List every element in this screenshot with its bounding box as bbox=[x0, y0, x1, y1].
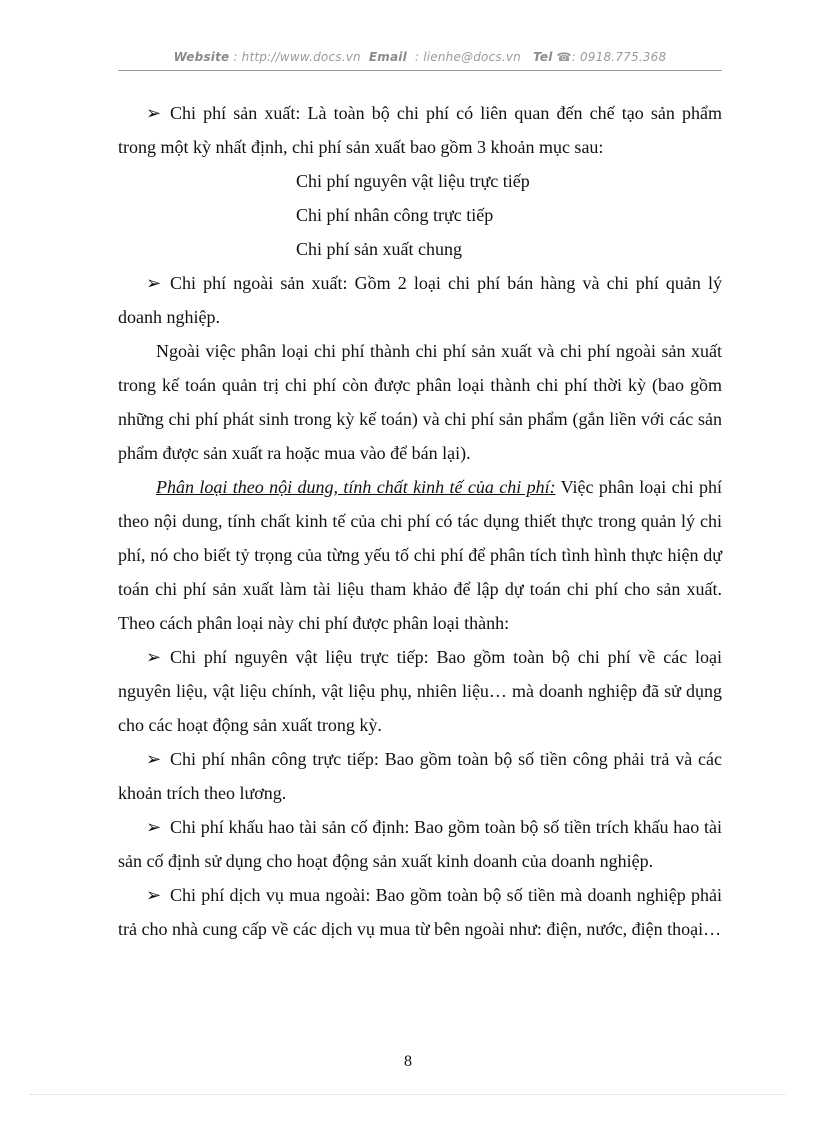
paragraph-text: Chi phí ngoài sản xuất: Gồm 2 loại chi phí bán hàng và chi phí quản lý doanh nghiệp. bbox=[118, 273, 722, 327]
paragraph-text: Chi phí dịch vụ mua ngoài: Bao gồm toàn bộ số tiền mà doanh nghiệp phải trả cho nhà cung cấp về các dịch vụ mua từ bên ngoài như: điện, nước, điện thoại… bbox=[118, 885, 722, 939]
list-item: Chi phí nhân công trực tiếp bbox=[296, 205, 494, 225]
bullet-arrow-icon: ➢ bbox=[146, 273, 162, 293]
bullet-arrow-icon: ➢ bbox=[146, 647, 162, 667]
paragraph-classification-by-nature bbox=[118, 470, 722, 640]
paragraph-direct-labor bbox=[118, 742, 722, 810]
bullet-arrow-icon: ➢ bbox=[146, 103, 162, 123]
page-header bbox=[118, 50, 722, 64]
paragraph-production-cost bbox=[118, 96, 722, 164]
footer-divider bbox=[30, 1094, 786, 1095]
paragraph-depreciation bbox=[118, 810, 722, 878]
header-divider bbox=[118, 70, 722, 71]
paragraph-text: Việc phân loại chi phí theo nội dung, tính chất kinh tế của chi phí có tác dụng thiết thực trong quản lý chi phí, nó cho biết tỷ trọng của từng yếu tố chi phí để phân tích tình hình thực hiện dự toán chi phí sản xuất làm tài liệu tham khảo để lập dự toán chi phí cho sản xuất. Theo cách phân loại này chi phí được phân loại thành: bbox=[118, 477, 723, 633]
email-label: Email bbox=[368, 50, 407, 64]
document-body bbox=[118, 96, 722, 946]
email-value: : lienhe@docs.vn bbox=[414, 50, 521, 64]
bullet-arrow-icon: ➢ bbox=[146, 749, 162, 769]
page-number: 8 bbox=[404, 1053, 412, 1070]
phone-icon: ☎ bbox=[556, 50, 572, 64]
paragraph-direct-material bbox=[118, 640, 722, 742]
list-item: Chi phí sản xuất chung bbox=[296, 239, 462, 259]
paragraph-text: Chi phí nhân công trực tiếp: Bao gồm toàn bộ số tiền công phải trả và các khoản trích theo lương. bbox=[118, 749, 722, 803]
website-label: Website bbox=[173, 50, 230, 64]
tel-label: Tel bbox=[533, 50, 553, 64]
paragraph-text: Chi phí sản xuất: Là toàn bộ chi phí có liên quan đến chế tạo sản phẩm trong một kỳ nhất định, chi phí sản xuất bao gồm 3 khoản mục sau: bbox=[118, 103, 722, 157]
section-heading: Phân loại theo nội dung, tính chất kinh tế của chi phí: bbox=[156, 477, 556, 497]
tel-value: : 0918.775.368 bbox=[571, 50, 667, 64]
bullet-arrow-icon: ➢ bbox=[146, 885, 162, 905]
paragraph-text: Chi phí khấu hao tài sản cố định: Bao gồm toàn bộ số tiền trích khấu hao tài sản cố định sử dụng cho hoạt động sản xuất kinh doanh của doanh nghiệp. bbox=[118, 817, 722, 871]
paragraph-non-production-cost bbox=[118, 266, 722, 334]
website-value: : http://www.docs.vn bbox=[233, 50, 361, 64]
paragraph-period-product-cost: Ngoài việc phân loại chi phí thành chi phí sản xuất và chi phí ngoài sản xuất trong kế toán quản trị chi phí còn được phân loại thành chi phí thời kỳ (bao gồm những chi phí phát sinh trong kỳ kế toán) và chi phí sản phẩm (gắn liền với các sản phẩm được sản xuất ra hoặc mua vào để bán lại). bbox=[118, 341, 722, 463]
list-item: Chi phí nguyên vật liệu trực tiếp bbox=[296, 171, 530, 191]
paragraph-outsourced-services bbox=[118, 878, 722, 946]
bullet-arrow-icon: ➢ bbox=[146, 817, 162, 837]
paragraph-text: Chi phí nguyên vật liệu trực tiếp: Bao gồm toàn bộ chi phí về các loại nguyên liệu, vật liệu chính, vật liệu phụ, nhiên liệu… mà doanh nghiệp đã sử dụng cho các hoạt động sản xuất trong kỳ. bbox=[118, 647, 722, 735]
